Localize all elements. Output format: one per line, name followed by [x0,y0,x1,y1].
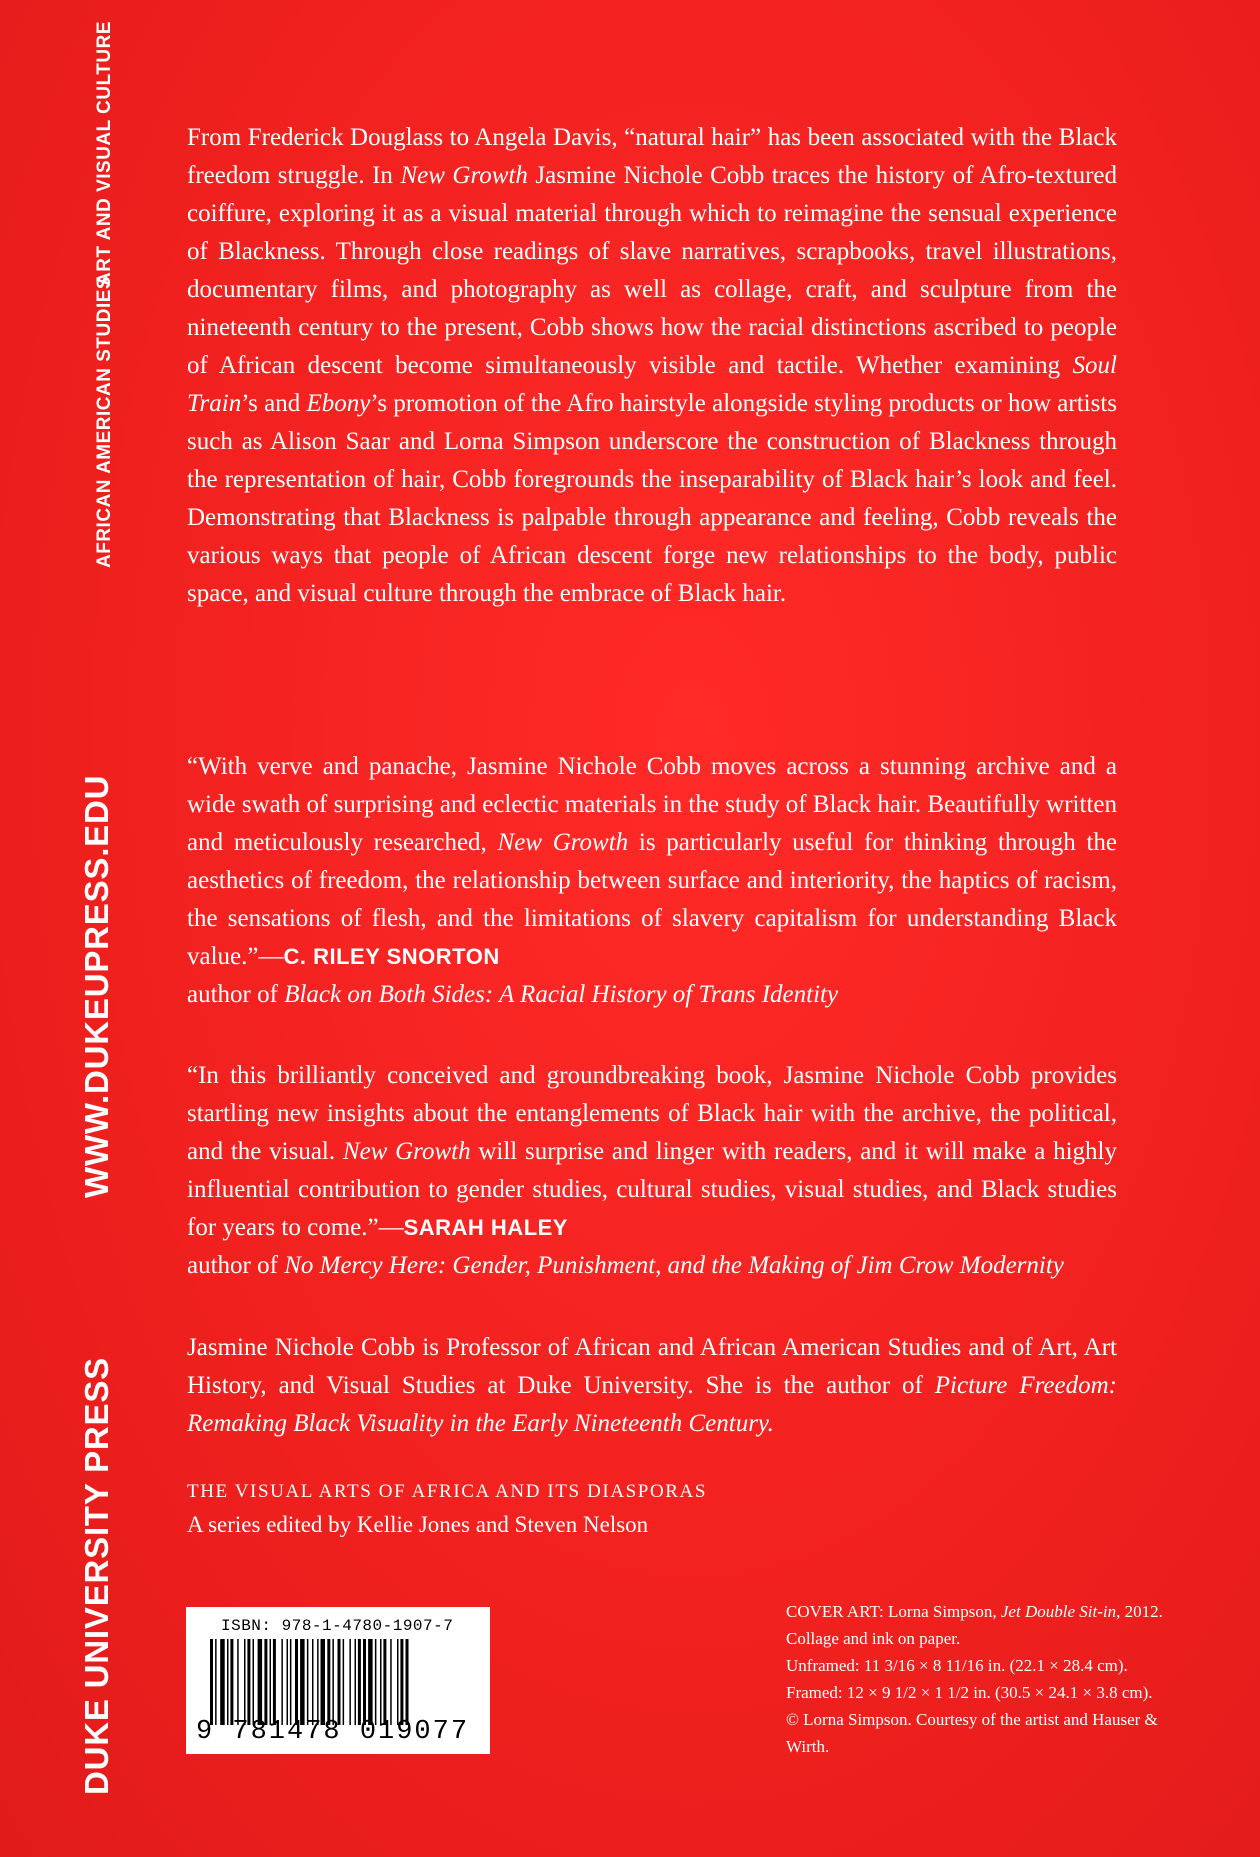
series-info [187,1476,1117,1542]
barcode-icon [208,1639,468,1725]
series-title: THE VISUAL ARTS OF AFRICA AND ITS DIASPORAS [187,1481,708,1502]
isbn-barcode [186,1607,490,1754]
barcode-number: 9 781478 019077 [196,1717,470,1747]
blurb-author-name: C. RILEY SNORTON [283,944,500,969]
blurb-haley: “In this brilliantly conceived and groundbreaking book, Jasmine Nichole Cobb provides startling new insights about the entanglements of Black hair with the archive, the political, and the visual. New Growth will surprise and linger with readers, and it will make a highly influential contribution to gender studies, cultural studies, visual studies, and Black studies for years to come.”—SARAH HALEY author of No Mercy Here: Gender, Punishment, and the Making of Jim Crow Modernity [187,1057,1117,1285]
author-bio: Jasmine Nichole Cobb is Professor of African and African American Studies and of Art, Art History, and Visual Studies at Duke University. She is the author of Picture Freedom: Remaking Black Visuality in the Early Nineteenth Century. [187,1334,1117,1437]
spine-category-art: ART AND VISUAL CULTURE [94,20,115,286]
series-editors: A series edited by Kellie Jones and Steven Nelson [187,1512,649,1537]
isbn-label: ISBN: 978-1-4780-1907-7 [221,1617,454,1635]
blurb-author-name: SARAH HALEY [403,1215,568,1240]
spine-category-aas: AFRICAN AMERICAN STUDIES [94,275,115,568]
blurb-author-credit: author of No Mercy Here: Gender, Punishment, and the Making of Jim Crow Modernity [187,1252,1064,1279]
blurb-author-credit: author of Black on Both Sides: A Racial History of Trans Identity [187,981,839,1008]
blurb-snorton: “With verve and panache, Jasmine Nichole Cobb moves across a stunning archive and a wide swath of surprising and eclectic materials in the study of Black hair. Beautifully written and meticulously researched, New Growth is particularly useful for thinking through the aesthetics of freedom, the relationship between surface and interiority, the haptics of racism, the sensations of flesh, and the limitations of slavery capitalism for understanding Black value.”—C. RILEY SNORTON author of Black on Both Sides: A Racial History of Trans Identity [187,748,1117,1014]
cover-art-credit: COVER ART: Lorna Simpson, Jet Double Sit-in, 2012. Collage and ink on paper. Unframed: 11 3/16 × 8 11/16 in. (22.1 × 28.4 cm). Framed: 12 × 9 1/2 × 1 1/2 in. (30.5 × 24.1 × 3.8 cm). © Lorna Simpson. Courtesy of the artist and Hauser & Wirth. [786,1602,1163,1756]
book-description: From Frederick Douglass to Angela Davis, “natural hair” has been associated with the Black freedom struggle. In New Growth Jasmine Nichole Cobb traces the history of Afro-textured coiffure, exploring it as a visual material through which to reimagine the sensual experience of Blackness. Through close readings of slave narratives, scrapbooks, travel illustrations, documentary films, and photography as well as collage, craft, and sculpture from the nineteenth century to the present, Cobb shows how the racial distinctions ascribed to people of African descent become simultaneously visible and tactile. Whether examining Soul Train’s and Ebony’s promotion of the Afro hairstyle alongside styling products or how artists such as Alison Saar and Lorna Simpson underscore the construction of Blackness through the representation of hair, Cobb foregrounds the inseparability of Black hair’s look and feel. Demonstrating that Blackness is palpable through appearance and feeling, Cobb reveals the various ways that people of African descent forge new relationships to the body, public space, and visual culture through the embrace of Black hair. [187,124,1118,607]
spine-website: WWW.DUKEUPRESS.EDU [78,774,115,1198]
spine-publisher: DUKE UNIVERSITY PRESS [78,1357,115,1795]
